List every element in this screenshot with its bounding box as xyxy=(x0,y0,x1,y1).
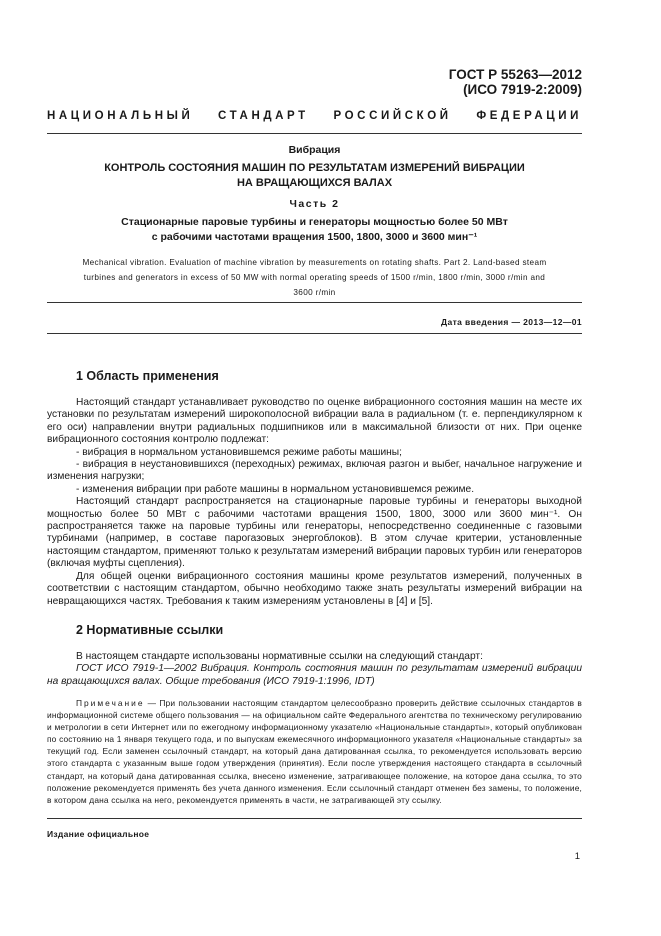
list-item: - изменения вибрации при работе машины в нормальном установившемся режиме. xyxy=(76,483,475,495)
section-2-heading: 2 Нормативные ссылки xyxy=(76,623,224,637)
main-title-line: КОНТРОЛЬ СОСТОЯНИЯ МАШИН ПО РЕЗУЛЬТАТАМ ИЗМЕРЕНИЙ ВИБРАЦИИ xyxy=(104,162,525,174)
note xyxy=(47,697,582,806)
iso-number: (ИСО 7919-2:2009) xyxy=(463,82,582,97)
subtitle-line: Стационарные паровые турбины и генераторы мощностью более 50 МВт xyxy=(121,216,508,228)
paragraph: Для общей оценки вибрационного состояния машины кроме результатов измерений, полученных в соответствии с настоящим стандартом, обычно необходимо также знать результаты измерений вибрации на невращающихся частях. Требования к таким измерениям установлены в [4] и [5]. xyxy=(47,570,582,607)
banner-word: РОССИЙСКОЙ xyxy=(333,110,452,122)
date-rule xyxy=(47,333,582,334)
main-title-line: НА ВРАЩАЮЩИХСЯ ВАЛАХ xyxy=(236,177,393,189)
part-title: Часть 2 xyxy=(289,198,340,210)
english-title-line: 3600 r/min xyxy=(293,288,336,297)
banner-word: НАЦИОНАЛЬНЫЙ xyxy=(47,110,194,122)
english-title-line: Mechanical vibration. Evaluation of machine vibration by measurements on rotating shafts. Part 2. Land-based steam xyxy=(82,258,547,267)
section-2-body xyxy=(47,651,582,688)
title-rule xyxy=(47,302,582,303)
note-label: Примечание xyxy=(76,698,145,708)
list-item: - вибрация в неустановившихся (переходных) режимах, включая разгон и выбег, начальное нагружение и изменения нагрузки; xyxy=(47,459,582,483)
topic-title: Вибрация xyxy=(288,144,341,156)
header-rule xyxy=(47,133,582,134)
banner-word: СТАНДАРТ xyxy=(218,110,309,122)
english-title xyxy=(47,255,582,300)
note-text: — При пользовании настоящим стандартом целесообразно проверить действие ссылочных стандартов в информационной системе общего пользования — на официальном сайте Федерального агентства по техническому регулированию и метрологии в сети Интернет или по ежегодному информационному указателю «Национальные стандарты», который опубликован по состоянию на 1 января текущего года, и по выпускам ежемесячного информационного указателя «Национальные стандарты» за текущий год. Если заменен ссылочный стандарт, на который дана датированная ссылка, то рекомендуется использовать версию этого стандарта с указанным выше годом утверждения (принятия). Если после утверждения настоящего стандарта в ссылочный стандарт, на который дана датированная ссылка, внесено изменение, затрагивающее положение, на которое дана ссылка, то это положение рекомендуется применять без учета данного изменения. Если ссылочный стандарт отменен без замены, то положение, в котором дана ссылка на него, рекомендуется применять в части, не затрагивающей эту ссылку. xyxy=(47,698,582,805)
introduction-date: Дата введения — 2013—12—01 xyxy=(441,317,582,327)
paragraph: Настоящий стандарт устанавливает руководство по оценке вибрационного состояния машин на месте их установки по результатам измерений широкополосной вибрации вала в радиальном (т. е. перпендикулярном к его оси) направлении внутри радиальных подшипников или в максимальной близости от них. При оценке вибрационного состояния контролю подлежат: xyxy=(47,397,582,446)
official-edition: Издание официальное xyxy=(47,829,150,839)
section-1-body xyxy=(47,397,582,608)
main-title xyxy=(47,161,582,191)
normative-reference: ГОСТ ИСО 7919-1—2002 Вибрация. Контроль состояния машин по результатам измерений вибрации на вращающихся валах. Общие требования (ИСО 7919-1:1996, IDT) xyxy=(47,663,582,687)
paragraph: Настоящий стандарт распространяется на стационарные паровые турбины и генераторы выходной мощностью более 50 МВт с рабочими частотами вращения 1500, 1800, 3000 или 3600 мин⁻¹. Он распространяется также на паровые турбины или генераторы, непосредственно соединенные с газовыми турбинами (например, в составе парогазовых энергоблоков). В этом случае критерии, установленные настоящим стандартом, применяют только к результатам измерений вибрации паровых турбин или генераторов (включая муфты сцепления). xyxy=(47,496,582,570)
standard-designation xyxy=(449,67,582,97)
subtitle xyxy=(47,215,582,245)
section-1-heading: 1 Область применения xyxy=(76,369,219,383)
paragraph: В настоящем стандарте использованы нормативные ссылки на следующий стандарт: xyxy=(76,651,483,662)
footer-rule xyxy=(47,818,582,819)
gost-number: ГОСТ Р 55263—2012 xyxy=(448,67,582,82)
page-number: 1 xyxy=(574,851,580,862)
english-title-line: turbines and generators in excess of 50 MW with normal operating speeds of 1500 r/min, 1800 r/min, 3000 r/min and xyxy=(83,273,546,282)
banner-word: ФЕДЕРАЦИИ xyxy=(476,110,582,122)
subtitle-line: с рабочими частотами вращения 1500, 1800, 3000 и 3600 мин⁻¹ xyxy=(151,231,478,243)
national-standard-banner xyxy=(47,110,582,122)
list-item: - вибрация в нормальном установившемся режиме работы машины; xyxy=(76,446,402,458)
